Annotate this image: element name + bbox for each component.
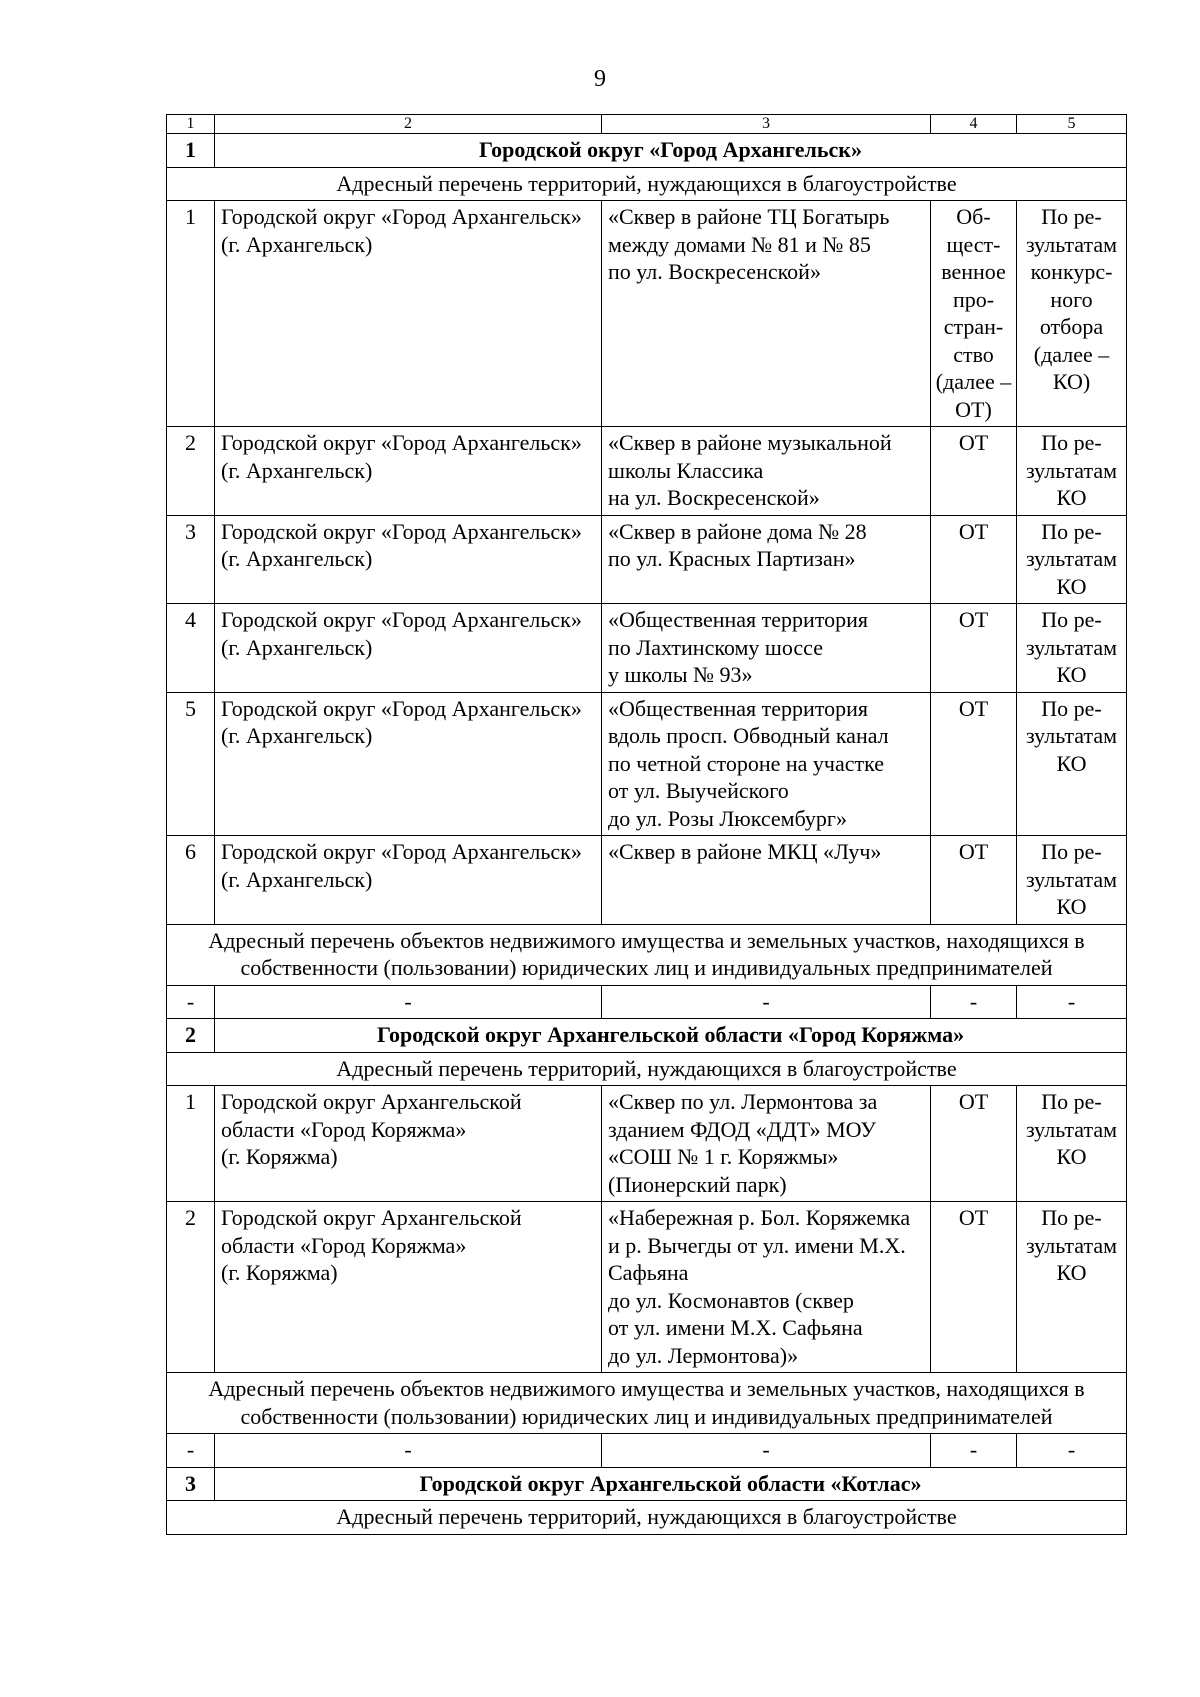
table-row [167, 1086, 1127, 1202]
section-title: Городской округ Архангельской области «Город Коряжма» [215, 1019, 1127, 1053]
section-number: 2 [167, 1019, 215, 1053]
section-title-row [167, 1467, 1127, 1501]
method-cell: По ре- зультатам КО [1017, 427, 1127, 516]
type-cell: ОТ [931, 836, 1017, 925]
row-number: 5 [167, 692, 215, 836]
column-number: 3 [602, 115, 931, 134]
object-cell: «Сквер в районе МКЦ «Луч» [602, 836, 931, 925]
dash-cell: - [167, 1434, 215, 1468]
territories-header: Адресный перечень территорий, нуждающихся в благоустройстве [167, 1501, 1127, 1535]
dash-cell: - [167, 985, 215, 1019]
dash-cell: - [1017, 1434, 1127, 1468]
method-cell: По ре- зультатам конкурс- ного отбора (далее – КО) [1017, 201, 1127, 427]
type-cell: ОТ [931, 1086, 1017, 1202]
type-cell: Об- щест- венное про- стран- ство (далее – ОТ) [931, 201, 1017, 427]
dash-cell: - [1017, 985, 1127, 1019]
type-cell: ОТ [931, 515, 1017, 604]
row-number: 4 [167, 604, 215, 693]
property-header: Адресный перечень объектов недвижимого имущества и земельных участков, находящихся в собственности (пользовании) юридических лиц и индивидуальных предпринимателей [167, 1373, 1127, 1434]
object-cell: «Общественная территория вдоль просп. Обводный канал по четной стороне на участке от ул. Выучейского до ул. Розы Люксембург» [602, 692, 931, 836]
method-cell: По ре- зультатам КО [1017, 836, 1127, 925]
municipality-cell: Городской округ «Город Архангельск» (г. Архангельск) [215, 201, 602, 427]
column-number: 2 [215, 115, 602, 134]
municipality-cell: Городской округ «Город Архангельск» (г. Архангельск) [215, 692, 602, 836]
municipality-cell: Городской округ «Город Архангельск» (г. Архангельск) [215, 427, 602, 516]
section-number: 3 [167, 1467, 215, 1501]
territories-header-row [167, 167, 1127, 201]
type-cell: ОТ [931, 1202, 1017, 1373]
object-cell: «Общественная территория по Лахтинскому шоссе у школы № 93» [602, 604, 931, 693]
territories-header: Адресный перечень территорий, нуждающихся в благоустройстве [167, 1052, 1127, 1086]
row-number: 1 [167, 201, 215, 427]
municipality-cell: Городской округ «Город Архангельск» (г. Архангельск) [215, 515, 602, 604]
improvement-table [166, 114, 1127, 1535]
type-cell: ОТ [931, 692, 1017, 836]
row-number: 1 [167, 1086, 215, 1202]
object-cell: «Сквер в районе ТЦ Богатырь между домами № 81 и № 85 по ул. Воскресенской» [602, 201, 931, 427]
row-number: 2 [167, 1202, 215, 1373]
method-cell: По ре- зультатам КО [1017, 1086, 1127, 1202]
table-row [167, 604, 1127, 693]
territories-header: Адресный перечень территорий, нуждающихся в благоустройстве [167, 167, 1127, 201]
section-title-row [167, 134, 1127, 168]
method-cell: По ре- зультатам КО [1017, 604, 1127, 693]
type-cell: ОТ [931, 604, 1017, 693]
row-number: 2 [167, 427, 215, 516]
municipality-cell: Городской округ Архангельской области «Город Коряжма» (г. Коряжма) [215, 1086, 602, 1202]
property-header-row [167, 924, 1127, 985]
section-title-row [167, 1019, 1127, 1053]
object-cell: «Сквер по ул. Лермонтова за зданием ФДОД «ДДТ» МОУ «СОШ № 1 г. Коряжмы» (Пионерский парк) [602, 1086, 931, 1202]
dash-cell: - [602, 985, 931, 1019]
municipality-cell: Городской округ «Город Архангельск» (г. Архангельск) [215, 836, 602, 925]
object-cell: «Сквер в районе музыкальной школы Классика на ул. Воскресенской» [602, 427, 931, 516]
territories-header-row [167, 1501, 1127, 1535]
table-row [167, 836, 1127, 925]
table-row [167, 1202, 1127, 1373]
page-number: 9 [594, 66, 606, 92]
row-number: 6 [167, 836, 215, 925]
property-header: Адресный перечень объектов недвижимого имущества и земельных участков, находящихся в собственности (пользовании) юридических лиц и индивидуальных предпринимателей [167, 924, 1127, 985]
section-number: 1 [167, 134, 215, 168]
table-row [167, 692, 1127, 836]
object-cell: «Набережная р. Бол. Коряжемка и р. Вычегды от ул. имени М.Х. Сафьяна до ул. Космонавтов (сквер от ул. имени М.Х. Сафьяна до ул. Лермонтова)» [602, 1202, 931, 1373]
dash-row [167, 1434, 1127, 1468]
column-number: 4 [931, 115, 1017, 134]
municipality-cell: Городской округ Архангельской области «Город Коряжма» (г. Коряжма) [215, 1202, 602, 1373]
column-number: 5 [1017, 115, 1127, 134]
dash-row [167, 985, 1127, 1019]
territories-header-row [167, 1052, 1127, 1086]
method-cell: По ре- зультатам КО [1017, 515, 1127, 604]
table-row [167, 515, 1127, 604]
dash-cell: - [602, 1434, 931, 1468]
municipality-cell: Городской округ «Город Архангельск» (г. Архангельск) [215, 604, 602, 693]
column-number: 1 [167, 115, 215, 134]
table-row [167, 201, 1127, 427]
object-cell: «Сквер в районе дома № 28 по ул. Красных Партизан» [602, 515, 931, 604]
dash-cell: - [215, 985, 602, 1019]
dash-cell: - [215, 1434, 602, 1468]
section-title: Городской округ «Город Архангельск» [215, 134, 1127, 168]
type-cell: ОТ [931, 427, 1017, 516]
section-title: Городской округ Архангельской области «Котлас» [215, 1467, 1127, 1501]
property-header-row [167, 1373, 1127, 1434]
column-number-row [167, 115, 1127, 134]
table-row [167, 427, 1127, 516]
method-cell: По ре- зультатам КО [1017, 1202, 1127, 1373]
dash-cell: - [931, 985, 1017, 1019]
method-cell: По ре- зультатам КО [1017, 692, 1127, 836]
row-number: 3 [167, 515, 215, 604]
dash-cell: - [931, 1434, 1017, 1468]
